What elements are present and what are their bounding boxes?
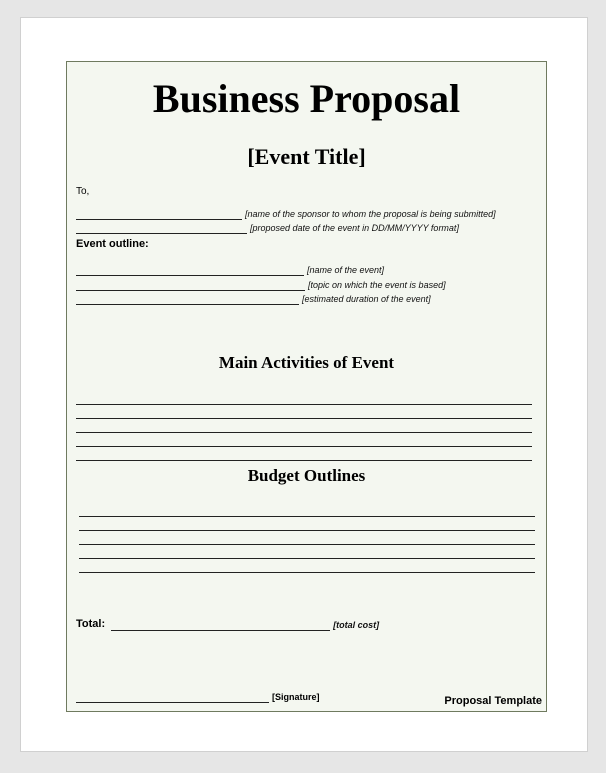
activities-line[interactable] (76, 418, 532, 419)
budget-line[interactable] (79, 516, 535, 517)
total-hint: [total cost] (333, 620, 380, 630)
date-blank[interactable] (76, 223, 247, 234)
budget-line[interactable] (79, 558, 535, 559)
sponsor-hint: [name of the sponsor to whom the proposal is being submitted] (245, 209, 496, 219)
topic-field (76, 280, 446, 291)
topic-hint: [topic on which the event is based] (308, 280, 446, 290)
budget-line[interactable] (79, 572, 535, 573)
budget-heading: Budget Outlines (247, 466, 366, 485)
budget-line[interactable] (79, 530, 535, 531)
event-name-blank[interactable] (76, 265, 304, 276)
activities-line[interactable] (76, 432, 532, 433)
event-name-field (76, 265, 384, 276)
total-label: Total: (76, 618, 106, 630)
duration-hint: [estimated duration of the event] (302, 294, 431, 304)
activities-line[interactable] (76, 460, 532, 461)
footer-label: Proposal Template (444, 695, 542, 707)
event-name-hint: [name of the event] (307, 265, 385, 275)
budget-line[interactable] (79, 544, 535, 545)
signature-hint: [Signature] (272, 692, 320, 702)
page-sheet (20, 17, 588, 752)
date-hint: [proposed date of the event in DD/MM/YYYY format] (250, 223, 459, 233)
document-title: Business Proposal (152, 76, 461, 121)
event-title: [Event Title] (247, 144, 366, 169)
total-field (76, 617, 379, 631)
duration-blank[interactable] (76, 294, 299, 305)
total-blank[interactable] (111, 620, 330, 631)
duration-field (76, 294, 431, 305)
activities-line[interactable] (76, 446, 532, 447)
date-field (76, 223, 459, 234)
sponsor-blank[interactable] (76, 209, 242, 220)
topic-blank[interactable] (76, 280, 305, 291)
signature-blank[interactable] (76, 692, 269, 703)
to-label: To, (76, 186, 90, 197)
proposal-form (66, 61, 547, 712)
signature-field (76, 691, 320, 703)
event-outline-label: Event outline: (76, 238, 149, 250)
activities-heading: Main Activities of Event (218, 353, 395, 372)
sponsor-field (76, 209, 496, 220)
activities-line[interactable] (76, 404, 532, 405)
